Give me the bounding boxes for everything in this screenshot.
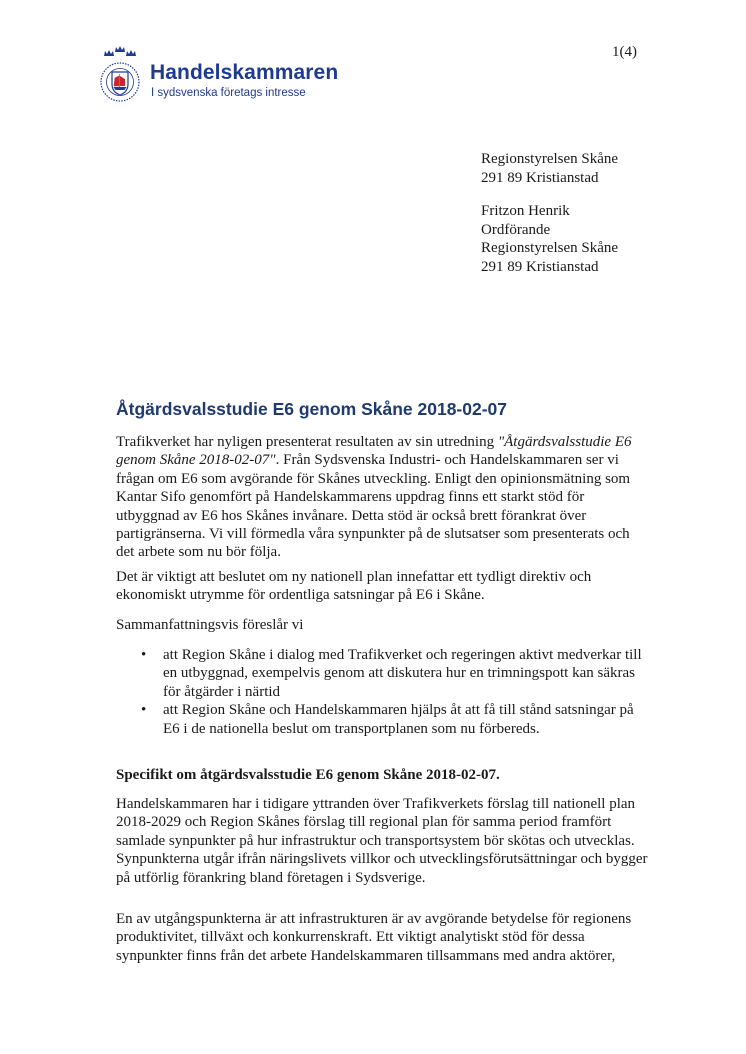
paragraph-background: Handelskammaren har i tidigare yttranden över Trafikverkets förslag till nationell plan 2018-2029 och Region Skånes förslag till regional plan för samma period framfört samlade synpunkter på hur infrastruktur och transportsystem bör skötas och utvecklas. Synpunkterna utgår ifrån näringslivets villkor och utvecklingsförutsättningar och bygger på utförlig förankring bland företagen i Sydsverige.: [116, 796, 648, 886]
paragraph-intro: Trafikverket har nyligen presenterat resultaten av sin utredning "Åtgärdsvalsstudie E6 genom Skåne 2018-02-07". Från Sydsvenska Industri- och Handelskammaren ser vi frågan om E6 som avgörande för Skånes utveckling. Enligt den opinionsmätning som Kantar Sifo genomfört på Handelskammarens uppdrag finns ett starkt stöd för utbyggnad av E6 hos Skånes invånare. Detta stöd är också brett förankrat över partigränserna. Vi vill förmedla våra synpunkter på de slutsatser som presenterats och det arbete som nu bör följa.: [116, 434, 632, 561]
paragraph-analysis: En av utgångspunkterna är att infrastrukturen är av avgörande betydelse för regionens produktivitet, tillväxt och konkurrenskraft. Ett viktigt analytiskt stöd för dessa synpunkter finns från det arbete Handelskammaren tillsammans med andra aktörer,: [116, 911, 632, 964]
address-line: Ordförande: [481, 221, 551, 238]
list-item: • att Region Skåne och Handelskammaren hjälps åt att få till stånd satsningar på E6 i de nationella beslut om transportplanen som nu förbereds.: [141, 702, 634, 737]
recipient-address-1: [481, 150, 618, 187]
paragraph-plan: Det är viktigt att beslutet om ny nationell plan innefattar ett tydligt direktiv och ekonomiskt utrymme för ordentliga satsningar på E6 i Skåne.: [116, 569, 592, 604]
address-line: Regionstyrelsen Skåne: [481, 240, 619, 256]
proposal-list: [116, 646, 648, 738]
paragraph-summary-lead: Sammanfattningsvis föreslår vi: [116, 617, 304, 633]
logo: [98, 46, 348, 106]
crest-icon: [98, 46, 142, 104]
study-title-italic: "Åtgärdsvalsstudie E6 genom Skåne 2018-02-07": [116, 434, 632, 469]
section-heading: Specifikt om åtgärdsvalsstudie E6 genom Skåne 2018-02-07.: [116, 767, 500, 783]
address-line: 291 89 Kristianstad: [481, 169, 599, 186]
logo-tagline: I sydsvenska företags intresse: [151, 87, 306, 99]
document-title: Åtgärdsvalsstudie E6 genom Skåne 2018-02-07: [116, 399, 508, 419]
list-item: • att Region Skåne i dialog med Trafikverket och regeringen aktivt medverkar till en utbyggnad, exempelvis genom att diskutera hur en trimningspott kan säkras för åtgärder i närtid: [141, 647, 642, 700]
address-line: 291 89 Kristianstad: [481, 258, 599, 275]
address-line: Fritzon Henrik: [481, 203, 570, 219]
recipient-address-2: [481, 202, 618, 276]
address-line: Regionstyrelsen Skåne: [481, 151, 619, 167]
logo-name: Handelskammaren: [150, 61, 339, 84]
page-number: 1(4): [612, 44, 637, 60]
